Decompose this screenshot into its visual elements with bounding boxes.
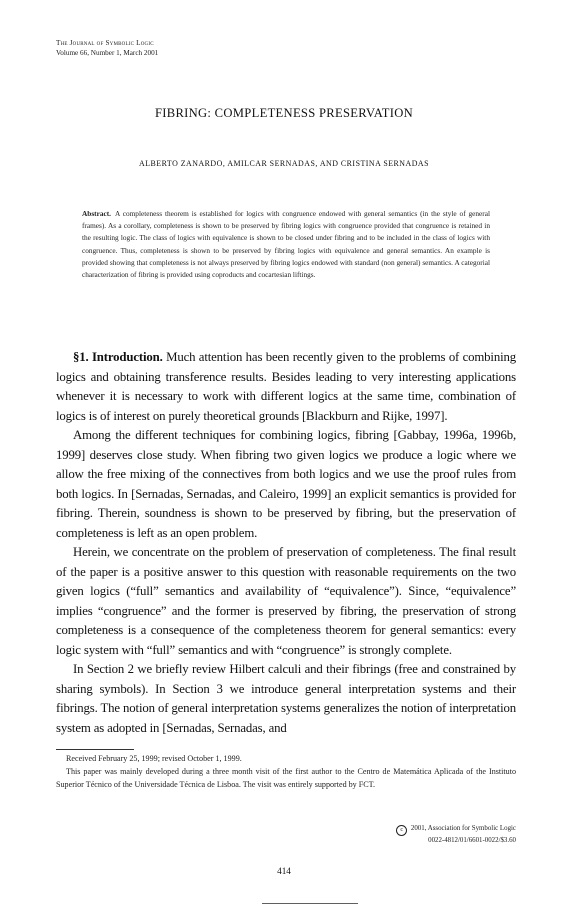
- paragraph-3: Herein, we concentrate on the problem of preservation of completeness. The final result of the paper is a positive answer to this question with reasonable requirements on the two given logics (“full” semantics and availability of “equivalence”). Since, “equivalence” implies “congruence” and the former is preserved by fibring, the preservation of strong completeness is a consequence of the completeness theorem for general semantics: every logic system with “full” semantics and with “congruence” is strongly complete.: [56, 545, 516, 657]
- section-heading: §1. Introduction.: [73, 350, 163, 364]
- journal-header: [56, 38, 158, 58]
- paragraph-4: In Section 2 we briefly review Hilbert calculi and their fibrings (free and constrained by sharing symbols). In Section 3 we introduce general interpretation systems and their fibrings. The notion of general interpretation systems generalizes the notion of interpretation system as adopted in [Sernadas, Sernadas, and: [56, 662, 516, 735]
- copyright-line-1: [396, 824, 516, 836]
- link-underline[interactable]: [262, 903, 358, 904]
- journal-volume: Volume 66, Number 1, March 2001: [56, 49, 159, 57]
- abstract-label: Abstract.: [82, 209, 111, 218]
- footnote-rule: [56, 749, 134, 750]
- abstract: [82, 208, 490, 281]
- author-list: ALBERTO ZANARDO, AMILCAR SERNADAS, AND CRISTINA SERNADAS: [139, 159, 429, 168]
- received-date: Received February 25, 1999; revised October 1, 1999.: [66, 754, 242, 763]
- footnotes: [56, 752, 516, 791]
- abstract-text: A completeness theorem is established for logics with congruence endowed with general semantics (in the style of general frames). As a corollary, completeness is shown to be preserved by fibring logics with congruence provided that congruence is retained in the resulting logic. The class of logics with equivalence is shown to be closed under fibring and to be included in the class of logics with congruence. Thus, completeness is shown to be preserved by fibring logics with equivalence and general semantics. An example is provided showing that completeness is not always preserved by fibring logics endowed with standard (non general) semantics. A categorial characterization of fibring is provided using coproducts and cocartesian liftings.: [82, 209, 490, 280]
- copyright-text: 2001, Association for Symbolic Logic: [410, 825, 516, 832]
- copyright-icon: c: [396, 825, 407, 836]
- paragraph-2: Among the different techniques for combining logics, fibring [Gabbay, 1996a, 1996b, 1999] deserves close study. When fibring two given logics we produce a logic where we allow the free mixing of the connectives from both logics and we use the proof rules from both logics. In [Sernadas, Sernadas, and Caleiro, 1999] an explicit semantics is provided for fibring. Therein, soundness is shown to be preserved by fibring, but the preservation of completeness is left as an open problem.: [56, 428, 516, 540]
- acknowledgement-note: This paper was mainly developed during a three month visit of the first author to the Centro de Matemática Aplicada of the Instituto Superior Técnico of the Universidade Técnica de Lisboa. The visit was entirely supported by FCT.: [56, 767, 516, 789]
- copyright-notice: [396, 824, 516, 847]
- paragraph-1-text: Much attention has been recently given to the problems of combining logics and obtaining transference results. Besides leading to very interesting applications whenever it is necessary to work with different logics at the same time, combination of logics is of interest on purely theoretical grounds [Blackburn and Rijke, 1997].: [56, 350, 516, 423]
- page-number: 414: [277, 866, 291, 876]
- copyright-line-2: 0022-4812/01/6601-0022/$3.60: [428, 837, 516, 844]
- paragraph-1: [56, 348, 516, 426]
- journal-name: The Journal of Symbolic Logic: [56, 39, 154, 47]
- paper-title: FIBRING: COMPLETENESS PRESERVATION: [154, 106, 414, 120]
- introduction-section: [56, 348, 516, 738]
